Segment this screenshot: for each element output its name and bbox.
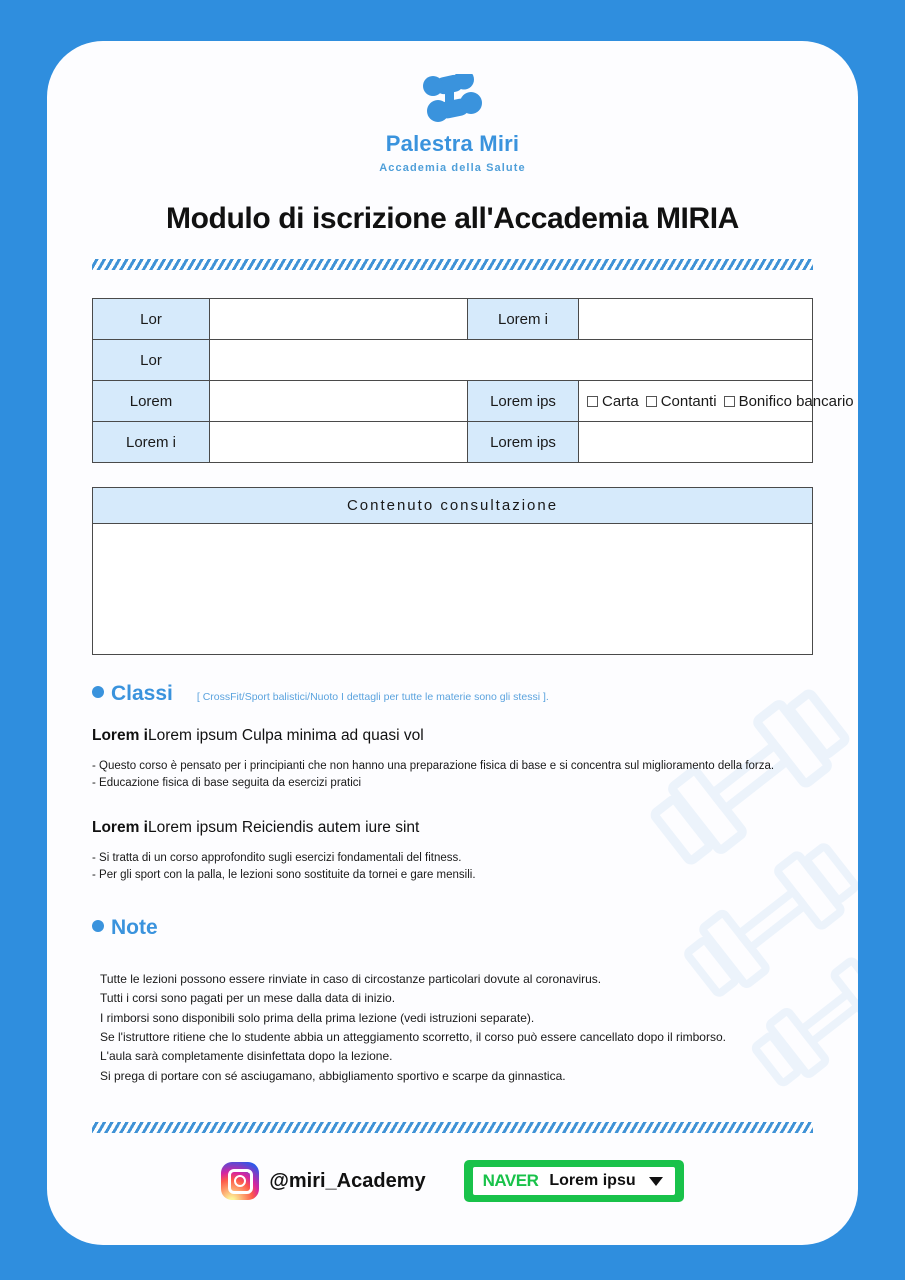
spacer <box>92 1086 813 1122</box>
naver-search-bar[interactable] <box>464 1160 684 1202</box>
payment-option-label: Carta <box>602 392 639 410</box>
field-input[interactable] <box>210 381 468 422</box>
note-line: Tutti i corsi sono pagati per un mese dalla data di inizio. <box>100 991 396 1006</box>
consultation-heading: Contenuto consultazione <box>93 488 812 524</box>
divider-hatch-top <box>92 259 813 270</box>
brand-name: Palestra Miri <box>385 131 520 156</box>
course-block <box>92 819 813 883</box>
table-row <box>93 299 813 340</box>
table-row <box>93 340 813 381</box>
field-label: Lorem ips <box>468 381 579 422</box>
notes-section-header <box>92 916 813 940</box>
blue-dot-icon <box>92 920 104 932</box>
field-label: Lor <box>93 340 210 381</box>
field-input[interactable] <box>579 299 813 340</box>
naver-search-query[interactable]: Lorem ipsu <box>549 1172 636 1190</box>
payment-option-label: Bonifico bancario <box>738 392 854 410</box>
instagram-icon[interactable] <box>221 1162 259 1200</box>
table-row <box>93 422 813 463</box>
classes-title: Classi <box>111 682 173 705</box>
registration-form-table <box>92 298 854 463</box>
notes-title: Note <box>111 915 158 939</box>
course-detail-line: - Educazione fisica di base seguita da esercizi pratici <box>92 776 362 789</box>
payment-option-label: Contanti <box>660 392 717 410</box>
field-label: Lor <box>93 299 210 340</box>
naver-search-inner[interactable] <box>473 1167 675 1195</box>
course-title-rest: Lorem ipsum Culpa minima ad quasi vol <box>147 727 424 744</box>
field-label: Lorem ips <box>468 422 579 463</box>
instagram-link[interactable] <box>221 1162 425 1200</box>
payment-option-carta[interactable] <box>587 393 639 410</box>
consultation-textarea[interactable] <box>93 524 812 654</box>
checkbox-icon[interactable] <box>587 396 598 407</box>
checkbox-icon[interactable] <box>646 396 657 407</box>
instagram-handle: @miri_Academy <box>269 1169 426 1192</box>
course-title-bold: Lorem i <box>92 727 148 744</box>
field-label: Lorem i <box>468 299 579 340</box>
course-title-bold: Lorem i <box>92 819 148 837</box>
notes-list <box>92 970 813 1087</box>
dumbbell-logo-icon <box>92 74 813 122</box>
divider-hatch-bottom <box>92 1122 813 1133</box>
checkbox-icon[interactable] <box>724 396 735 407</box>
brand-tagline: Accademia della Salute <box>379 162 526 174</box>
blue-dot-icon <box>92 686 104 698</box>
note-line: Se l'istruttore ritiene che lo studente abbia un atteggiamento scorretto, il corso può essere cancellato dopo il rimborso. <box>100 1030 726 1044</box>
course-detail-line: - Per gli sport con la palla, le lezioni sono sostituite da tornei e gare mensili. <box>92 869 476 882</box>
field-input[interactable] <box>210 422 468 463</box>
brand-logo <box>92 41 813 174</box>
classes-section-header <box>92 682 813 706</box>
field-input[interactable] <box>210 299 468 340</box>
course-detail-lines <box>92 850 813 883</box>
field-input[interactable] <box>210 340 813 381</box>
document-card <box>47 41 858 1245</box>
note-line: L'aula sarà completamente disinfettata dopo la lezione. <box>100 1049 393 1064</box>
course-detail-lines <box>92 758 813 791</box>
field-input[interactable] <box>579 422 813 463</box>
footer <box>92 1160 813 1202</box>
course-title <box>92 727 813 745</box>
field-label: Lorem i <box>93 422 210 463</box>
course-title-rest: Lorem ipsum Reiciendis autem iure sint <box>147 819 420 837</box>
classes-note: [ CrossFit/Sport balistici/Nuoto I dettagli per tutte le materie sono gli stessi ]. <box>196 691 549 703</box>
page-title: Modulo di iscrizione all'Accademia MIRIA <box>166 202 739 235</box>
naver-logo: NAVER <box>482 1171 539 1191</box>
payment-options <box>579 381 854 422</box>
course-detail-line: - Questo corso è pensato per i principianti che non hanno una preparazione fisica di base e si concentra sul miglioramento della forza. <box>92 760 775 772</box>
course-title <box>92 819 813 837</box>
note-line: I rimborsi sono disponibili solo prima della prima lezione (vedi istruzioni separate). <box>100 1010 535 1025</box>
note-line: Tutte le lezioni possono essere rinviate in caso di circostanze particolari dovute al coronavirus. <box>100 971 602 986</box>
table-row <box>93 381 813 422</box>
payment-option-bonifico[interactable] <box>724 393 854 410</box>
payment-option-contanti[interactable] <box>646 393 717 410</box>
course-detail-line: - Si tratta di un corso approfondito sugli esercizi fondamentali del fitness. <box>92 852 462 865</box>
note-line: Si prega di portare con sé asciugamano, abbigliamento sportivo e scarpe da ginnastica. <box>100 1068 566 1083</box>
chevron-down-icon[interactable] <box>649 1177 663 1186</box>
course-block <box>92 727 813 791</box>
field-label: Lorem <box>93 381 210 422</box>
consultation-box <box>92 487 813 655</box>
